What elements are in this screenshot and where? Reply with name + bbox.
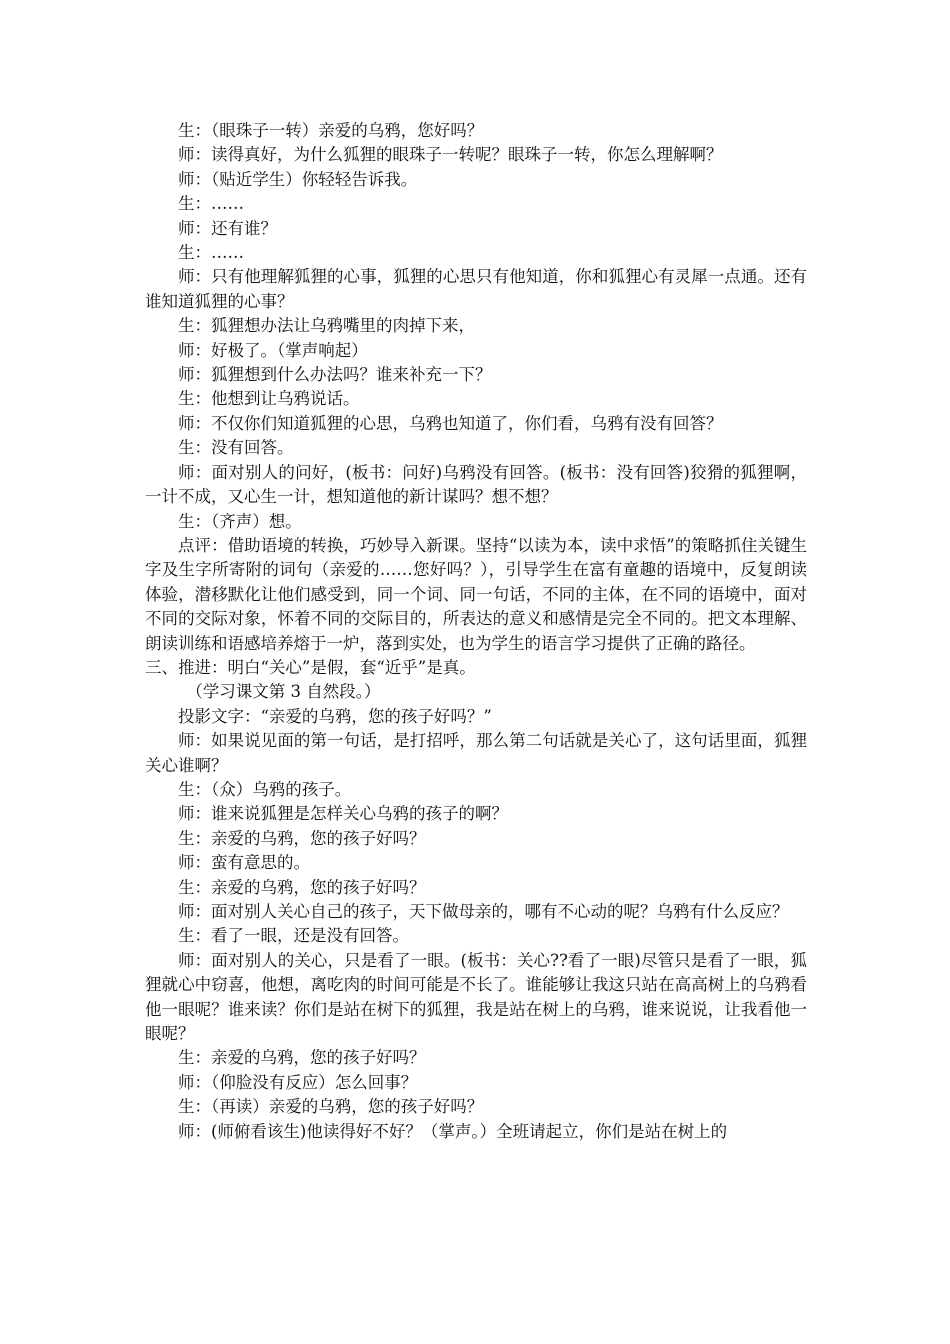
paragraph-25: 生：亲爱的乌鸦，您的孩子好吗？ [178,877,426,897]
section-note: （学习课文第 3 自然段。） [186,682,381,702]
paragraph-7: 师：只有他理解狐狸的心事，狐狸的心思只有他知道，你和狐狸心有灵犀一点通。还有谁知道狐狸的心事？ [145,267,807,311]
paragraph-2: 师：读得真好，为什么狐狸的眼珠子一转呢？眼珠子一转，你怎么理解啊？ [178,145,723,165]
paragraph-13: 生：没有回答。 [178,438,294,458]
paragraph-19: 投影文字：“亲爱的乌鸦，您的孩子好吗？” [178,706,492,726]
paragraph-31: 生：（再读）亲爱的乌鸦，您的孩子好吗？ [178,1097,484,1117]
paragraph-30: 师：（仰脸没有反应）怎么回事？ [178,1072,418,1092]
paragraph-29: 生：亲爱的乌鸦，您的孩子好吗？ [178,1048,426,1068]
paragraph-27: 生：看了一眼，还是没有回答。 [178,926,409,946]
document-page [145,119,807,1144]
paragraph-15: 生：（齐声）想。 [178,511,302,531]
section-heading: 三、推进：明白“关心”是假，套“近乎”是真。 [145,657,476,677]
paragraph-11: 生：他想到让乌鸦说话。 [178,389,360,409]
paragraph-26: 师：面对别人关心自己的孩子，天下做母亲的，哪有不心动的呢？乌鸦有什么反应？ [178,902,789,921]
paragraph-3: 师：（贴近学生）你轻轻告诉我。 [178,169,418,189]
paragraph-24: 师：蛮有意思的。 [178,853,310,873]
paragraph-20: 师：如果说见面的第一句话，是打招呼，那么第二句话就是关心了，这句话里面，狐狸关心谁啊？ [145,731,807,775]
paragraph-14: 师：面对别人的问好，(板书：问好)乌鸦没有回答。(板书：没有回答)狡猾的狐狸啊，一计不成，又心生一计，想知道他的新计谋吗？想不想？ [145,462,807,507]
paragraph-32: 师：(师俯看该生)他读得好不好？（掌声。）全班请起立，你们是站在树上的 [178,1121,728,1141]
commentary-paragraph: 点评：借助语境的转换，巧妙导入新课。坚持“以读为本，读中求悟”的策略抓住关键生字及生字所寄附的词句（亲爱的……您好吗？），引导学生在富有童趣的语境中，反复朗读体验，潜移默化让他们感受到，同一个词、同一句话，不同的主体，在不同的语境中，面对不同的交际对象，怀着不同的交际目的，所表达的意义和感情是完全不同的。把文本理解、朗读训练和语感培养熔于一炉，落到实处，也为学生的语言学习提供了正确的路径。 [145,535,807,653]
paragraph-23: 生：亲爱的乌鸦，您的孩子好吗？ [178,828,426,848]
paragraph-5: 师：还有谁？ [178,218,277,238]
paragraph-4: 生：…… [178,194,244,214]
paragraph-22: 师：谁来说狐狸是怎样关心乌鸦的孩子的啊？ [178,804,508,824]
paragraph-28: 师：面对别人的关心，只是看了一眼。(板书：关心??看了一眼)尽管只是看了一眼，狐狸就心中窃喜，他想，离吃肉的时间可能是不长了。谁能够让我这只站在高高树上的乌鸦看他一眼呢？谁来读？你们是站在树下的狐狸，我是站在树上的乌鸦，谁来说说，让我看他一眼呢？ [145,950,807,1044]
paragraph-21: 生：（众）乌鸦的孩子。 [178,779,352,799]
paragraph-8: 生：狐狸想办法让乌鸦嘴里的肉掉下来， [178,316,475,336]
paragraph-9: 师：好极了。（掌声响起） [178,340,368,360]
paragraph-1: 生：（眼珠子一转）亲爱的乌鸦，您好吗？ [178,121,484,140]
paragraph-12: 师：不仅你们知道狐狸的心思，乌鸦也知道了，你们看，乌鸦有没有回答？ [178,413,723,433]
paragraph-10: 师：狐狸想到什么办法吗？谁来补充一下？ [178,365,492,385]
paragraph-6: 生：…… [178,243,244,263]
